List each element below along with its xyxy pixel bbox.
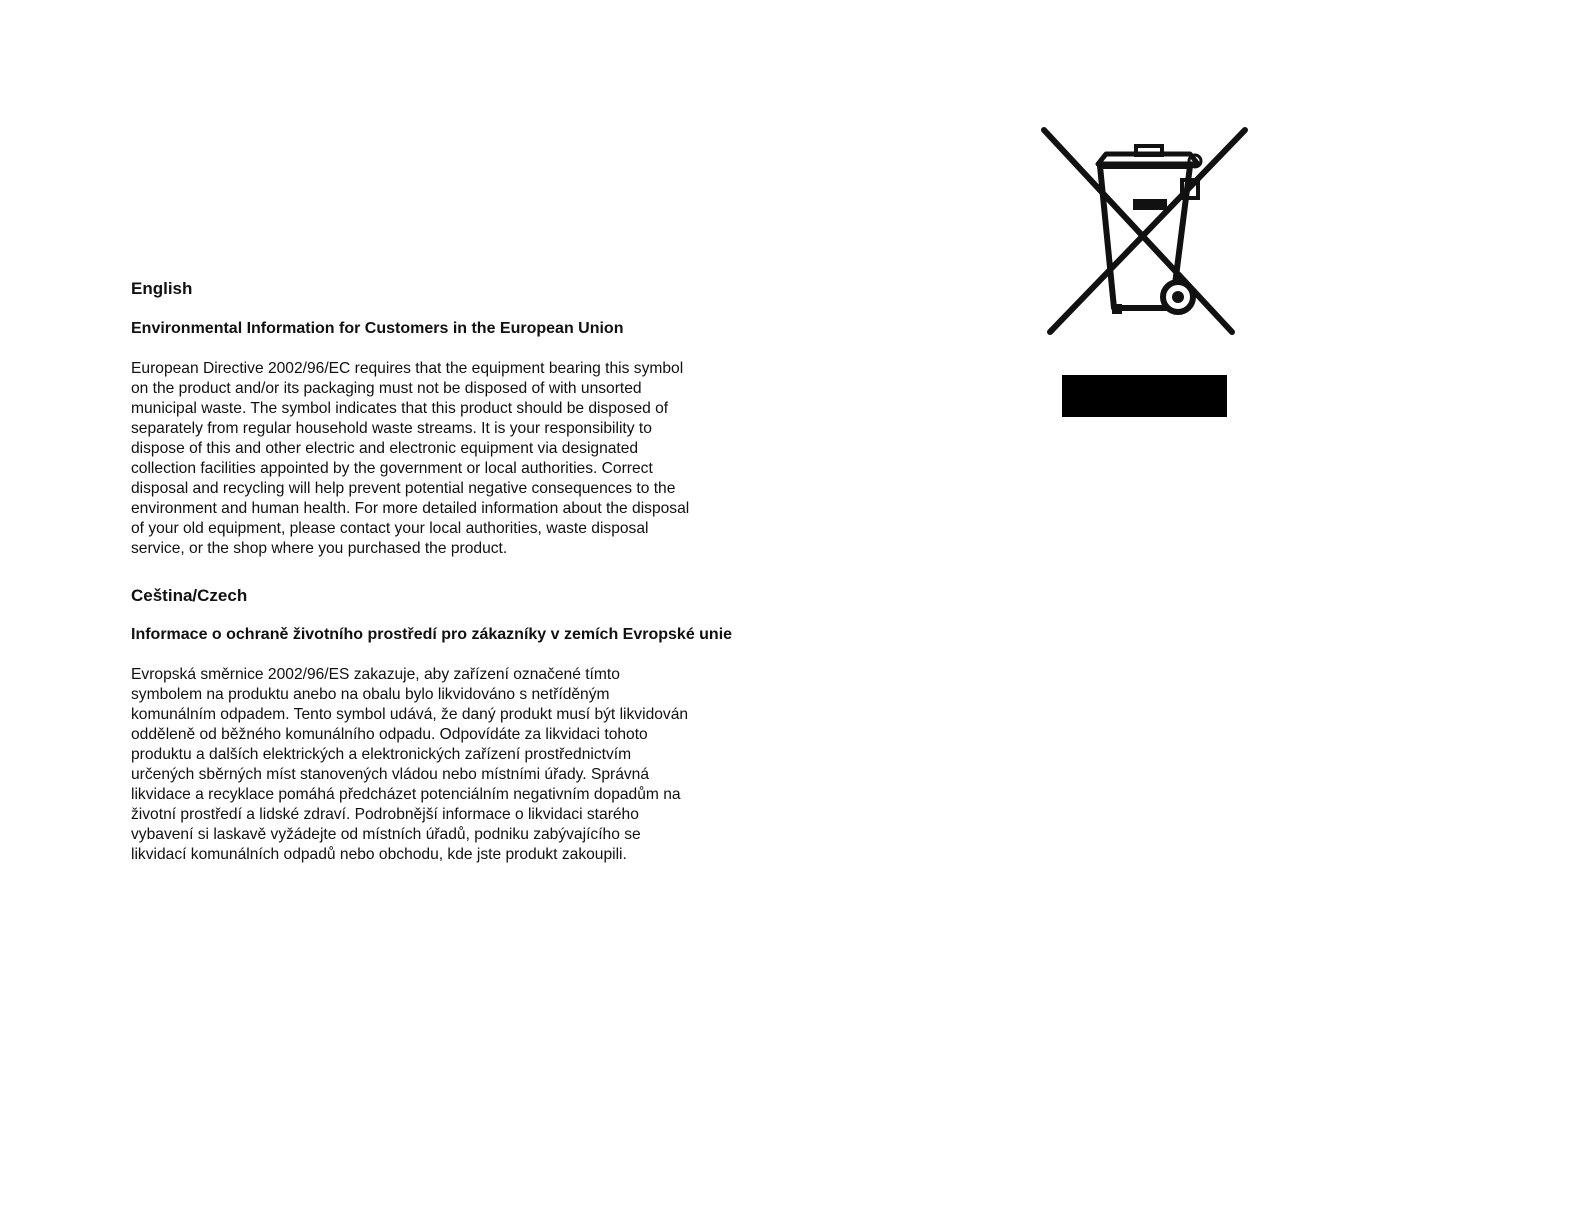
crossed-out-wheelie-bin-icon	[1040, 126, 1252, 338]
black-bar	[1062, 375, 1227, 417]
english-section-title: Environmental Information for Customers in the European Union	[131, 320, 624, 337]
czech-language-heading: Ceština/Czech	[131, 586, 248, 605]
czech-body-text: Evropská směrnice 2002/96/ES zakazuje, aby zařízení označené tímto symbolem na produktu anebo na obalu bylo likvidováno s netříděným komunálním odpadem. Tento symbol udává, že daný produkt musí být likvidován odděleně od běžného komunálního odpadu. Odpovídáte za likvidaci tohoto produktu a dalších elektrických a elektronických zařízení prostřednictvím určených sběrných míst stanovených vládou nebo místními úřady. Správná likvidace a recyklace pomáhá předcházet potenciálním negativním dopadům na životní prostředí a lidské zdraví. Podrobnější informace o likvidaci starého vybavení si laskavě vyžádejte od místních úřadů, podniku zabývajícího se likvidací komunálních odpadů nebo obchodu, kde jste produkt zakoupili.	[131, 666, 689, 863]
text-column	[131, 279, 771, 865]
english-language-heading: English	[131, 279, 193, 298]
english-body-text: European Directive 2002/96/EC requires that the equipment bearing this symbol on the product and/or its packaging must not be disposed of with unsorted municipal waste. The symbol indicates that this product should be disposed of separately from regular household waste streams. It is your responsibility to dispose of this and other electric and electronic equipment via designated collection facilities appointed by the government or local authorities. Correct disposal and recycling will help prevent potential negative consequences to the environment and human health. For more detailed information about the disposal of your old equipment, please contact your local authorities, waste disposal service, or the shop where you purchased the product.	[131, 360, 690, 557]
czech-section-title: Informace o ochraně životního prostředí pro zákazníky v zemích Evropské unie	[131, 626, 733, 643]
